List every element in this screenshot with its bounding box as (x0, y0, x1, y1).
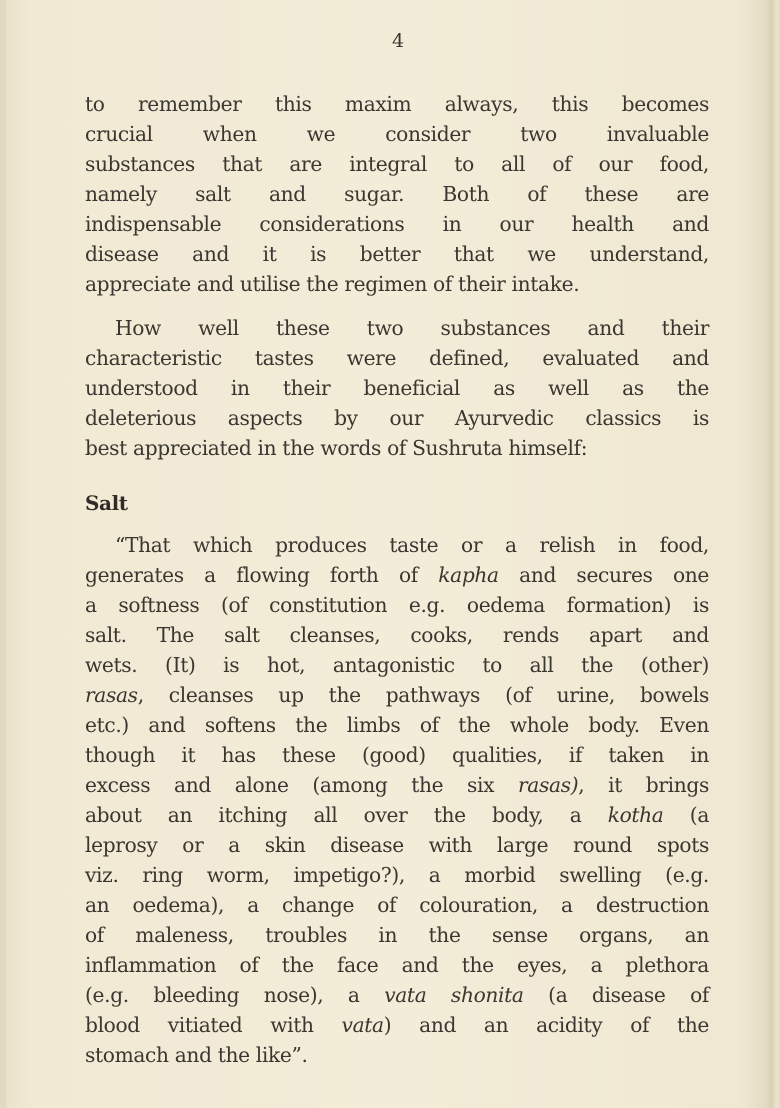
text-line: deleterious aspects by our Ayurvedic classics is (85, 406, 709, 430)
text-line: wets. (It) is hot, antagonistic to all the (other) (85, 653, 709, 677)
text-line: salt. The salt cleanses, cooks, rends apart and (85, 623, 709, 647)
page-edge (0, 0, 6, 1108)
text-line: substances that are integral to all of our food, (85, 152, 709, 176)
text-line: inflammation of the face and the eyes, a plethora (85, 953, 709, 977)
text-line: understood in their beneficial as well as the (85, 376, 709, 400)
page-number: 4 (391, 30, 405, 52)
italic-term: kotha (607, 803, 664, 827)
text-line: generates a flowing forth of kapha and secures one (85, 563, 709, 587)
text-line: of maleness, troubles in the sense organs, an (85, 923, 709, 947)
text-line: an oedema), a change of colouration, a destruction (85, 893, 709, 917)
text-line: about an itching all over the body, a kotha (a (85, 803, 710, 827)
italic-term: vata shonita (384, 983, 524, 1007)
text-line: indispensable considerations in our health and (85, 212, 709, 236)
text-line: disease and it is better that we understand, (85, 242, 709, 266)
text-line: (e.g. bleeding nose), a vata shonita (a disease of (85, 983, 709, 1007)
text-line: best appreciated in the words of Sushruta himself: (85, 436, 588, 460)
text-line: crucial when we consider two invaluable (85, 122, 709, 146)
text-line: a softness (of constitution e.g. oedema formation) is (85, 593, 709, 617)
text-line: rasas, cleanses up the pathways (of urine, bowels (85, 683, 709, 707)
text-line: namely salt and sugar. Both of these are (85, 182, 709, 206)
italic-term: rasas (85, 683, 138, 707)
text-line: etc.) and softens the limbs of the whole body. Even (85, 713, 709, 737)
quote-salt (85, 530, 709, 1070)
text-line: characteristic tastes were defined, evaluated and (85, 346, 709, 370)
text-line: excess and alone (among the six rasas), it brings (85, 773, 709, 797)
text-line: appreciate and utilise the regimen of their intake. (85, 272, 580, 296)
text-line: How well these two substances and their (115, 316, 709, 340)
paragraph-sushruta-intro (85, 313, 709, 463)
italic-term: rasas) (518, 773, 579, 797)
italic-term: kapha (438, 563, 499, 587)
paragraph-intro (85, 89, 709, 299)
text-line: viz. ring worm, impetigo?), a morbid swelling (e.g. (85, 863, 709, 887)
text-line: blood vitiated with vata) and an acidity of the (85, 1013, 709, 1037)
italic-term: vata (341, 1013, 384, 1037)
section-heading-salt: Salt (85, 491, 128, 515)
text-line: leprosy or a skin disease with large round spots (85, 833, 709, 857)
text-line: stomach and the like”. (85, 1043, 308, 1067)
text-line: “That which produces taste or a relish in food, (115, 533, 709, 557)
text-line: though it has these (good) qualities, if taken in (85, 743, 709, 767)
text-line: to remember this maxim always, this becomes (85, 92, 709, 116)
